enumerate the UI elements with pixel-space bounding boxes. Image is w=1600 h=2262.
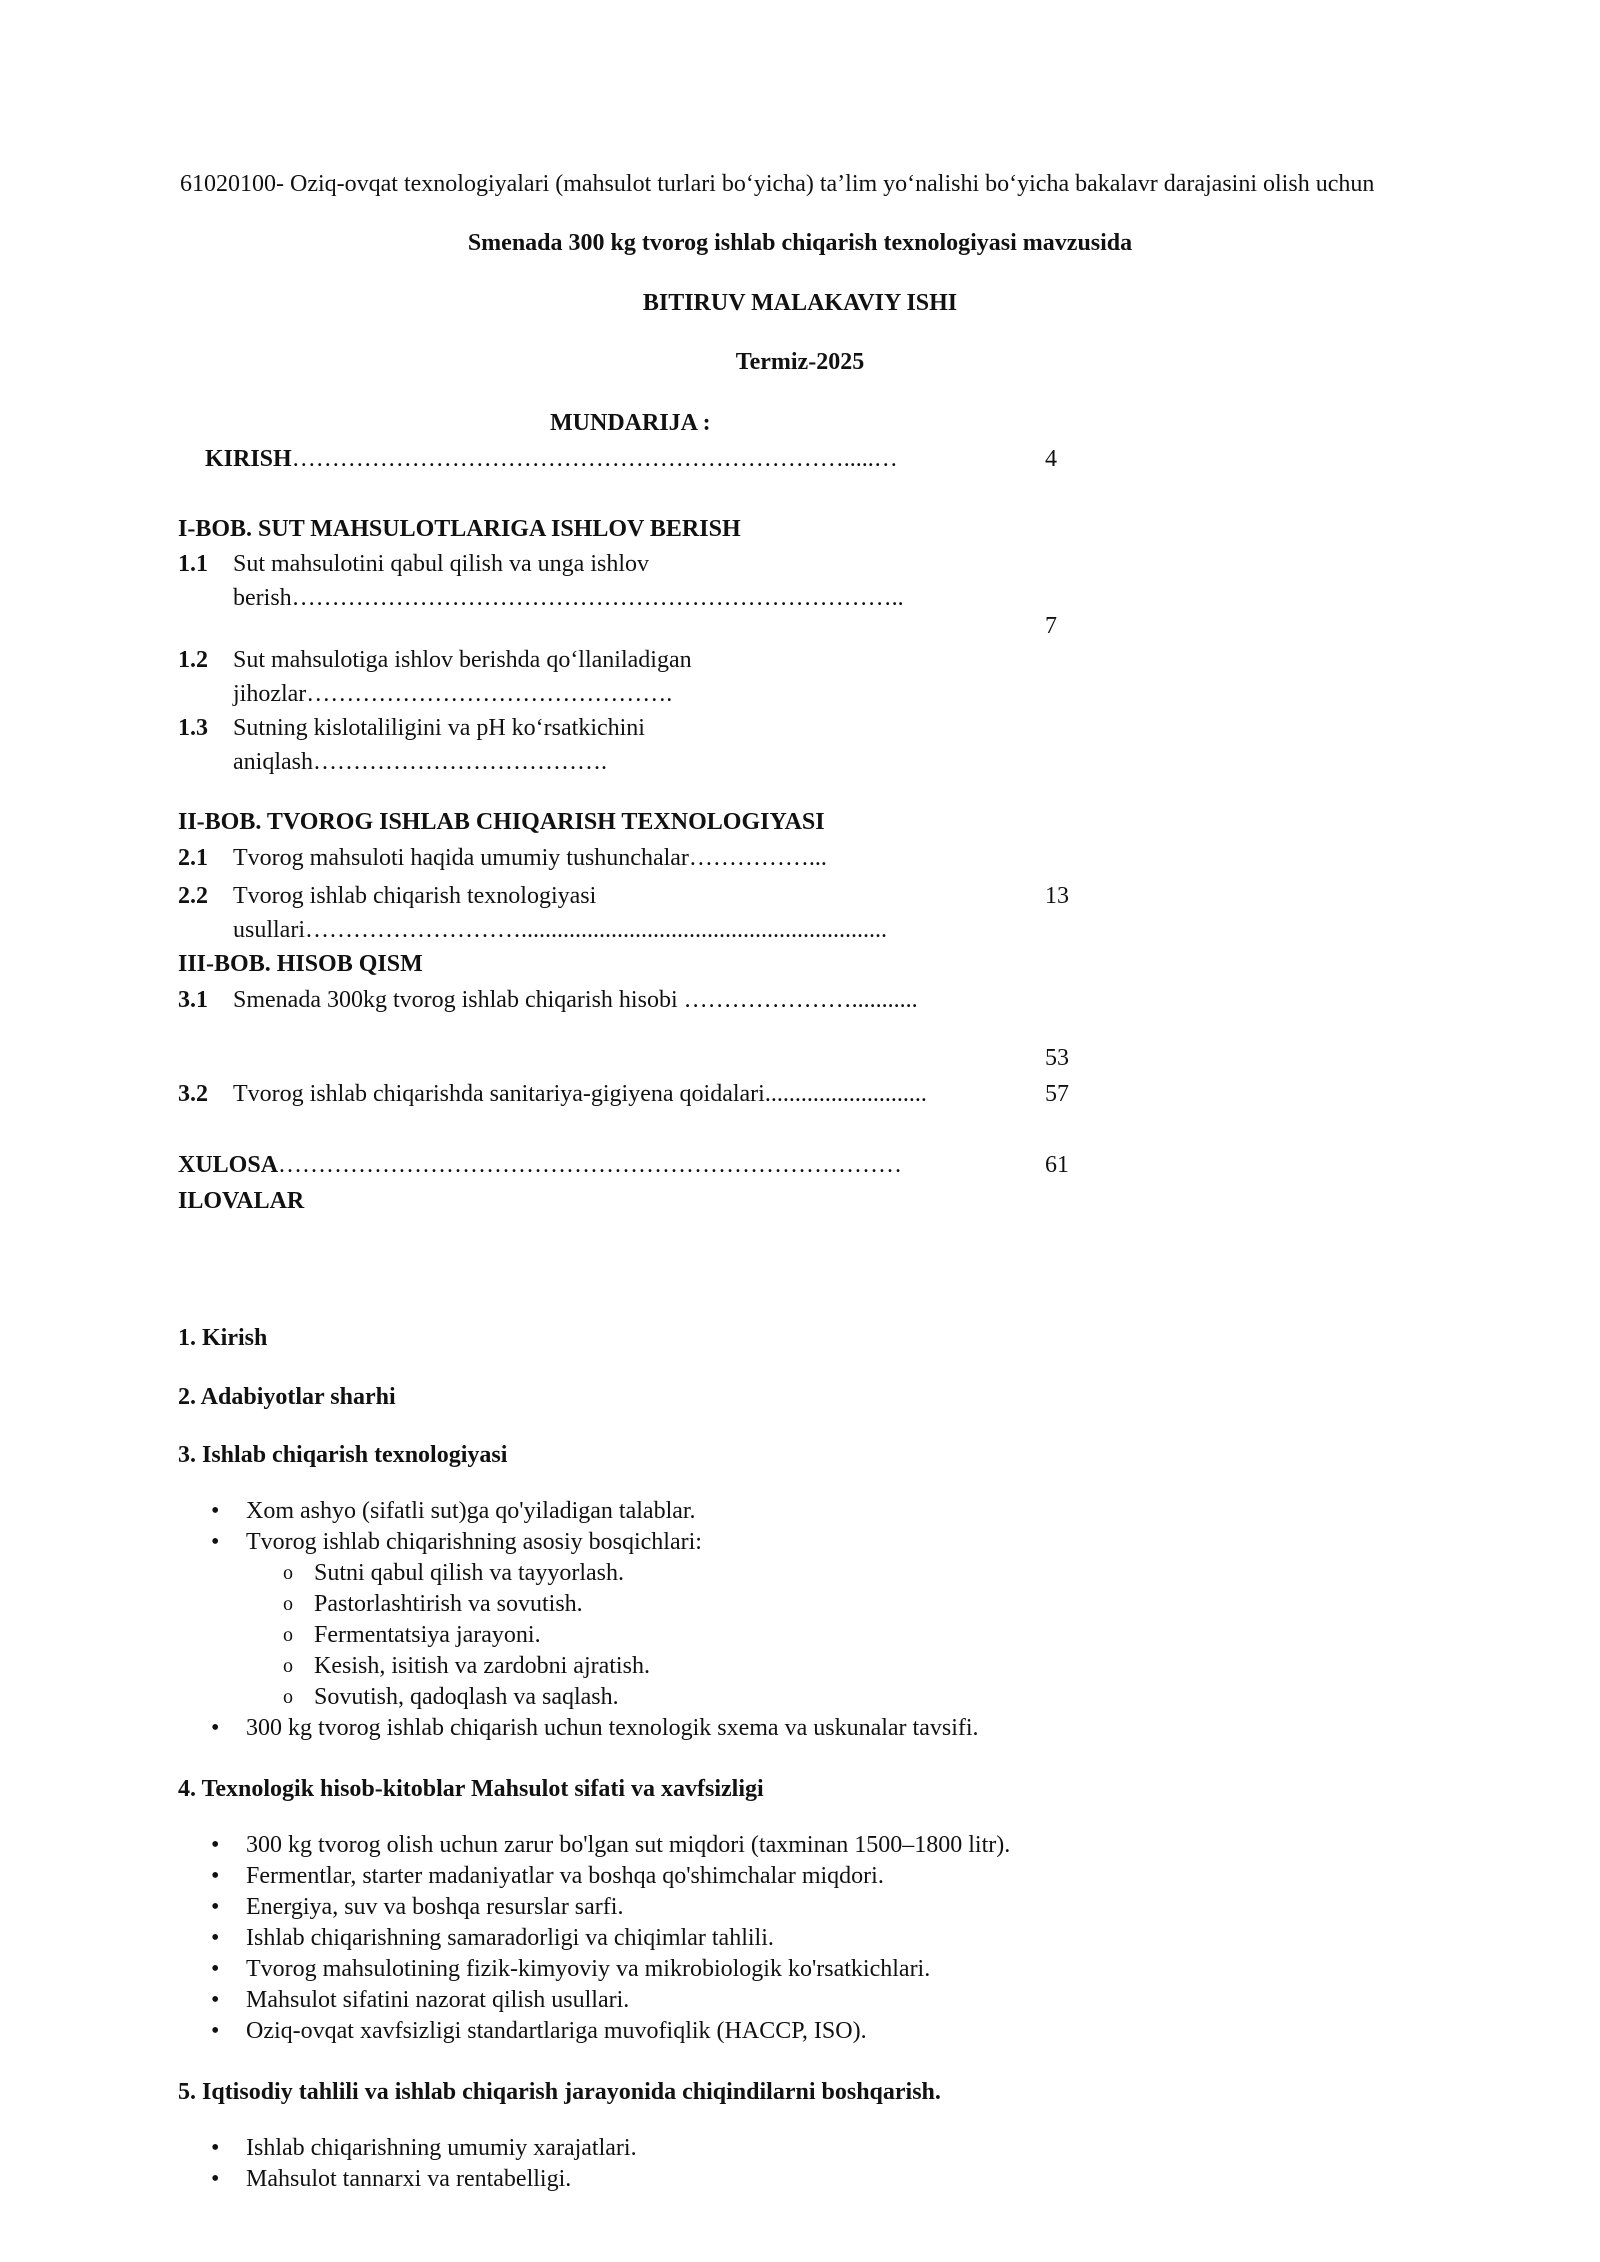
list-item: • Ishlab chiqarishning samaradorligi va chiqimlar tahlili.: [178, 1923, 1010, 1954]
toc-item-num: 3.2: [178, 1081, 208, 1107]
city-year: Termiz-2025: [735, 349, 865, 375]
list-item: • Energiya, suv va boshqa resurslar sarfi.: [178, 1892, 1010, 1923]
thesis-topic: Smenada 300 kg tvorog ishlab chiqarish texnologiyasi mavzusida: [467, 230, 1133, 256]
toc-item-text: Sut mahsulotini qabul qilish va unga ishlov: [233, 551, 649, 577]
toc-chapter-1: I-BOB. SUT MAHSULOTLARIGA ISHLOV BERISH: [178, 516, 741, 542]
sub-list-item: o Fermentatsiya jarayoni.: [178, 1620, 979, 1651]
toc-chapter-3: III-BOB. HISOB QISM: [178, 951, 423, 977]
list-item: • Tvorog mahsulotining fizik-kimyoviy va mikrobiologik ko'rsatkichlari.: [178, 1954, 1010, 1985]
toc-item-num: 1.1: [178, 551, 208, 577]
toc-item-page: 57: [1045, 1081, 1069, 1107]
toc-item-text: Smenada 300kg tvorog ishlab chiqarish hisobi …………………...........: [233, 987, 918, 1013]
list-item: • Oziq-ovqat xavfsizligi standartlariga muvofiqlik (HACCP, ISO).: [178, 2016, 1010, 2047]
section-5-heading: 5. Iqtisodiy tahlili va ishlab chiqarish jarayonida chiqindilarni boshqarish.: [178, 2079, 941, 2105]
sub-list-item: o Sutni qabul qilish va tayyorlash.: [178, 1558, 979, 1589]
toc-item-num: 1.2: [178, 647, 208, 673]
section-2-heading: 2. Adabiyotlar sharhi: [178, 1384, 396, 1410]
toc-kirish-label: KIRISH: [205, 446, 292, 472]
toc-kirish-page: 4: [1045, 446, 1057, 472]
toc-item-text: berish…………………………………………………………………..: [233, 585, 904, 611]
toc-title: MUNDARIJA :: [550, 410, 711, 436]
toc-item-text: aniqlash……………………………….: [233, 749, 607, 775]
toc-xulosa-page: 61: [1045, 1152, 1069, 1178]
toc-item-text: Sutning kislotaliligini va pH ko‘rsatkichini: [233, 715, 645, 741]
toc-item-num: 2.1: [178, 845, 208, 871]
toc-xulosa: [178, 1151, 902, 1180]
toc-kirish-dots: …………………………………………………………….....…: [291, 446, 898, 472]
toc-xulosa-label: XULOSA: [178, 1152, 279, 1178]
section-4-heading: 4. Texnologik hisob-kitoblar Mahsulot sifati va xavfsizligi: [178, 1776, 764, 1802]
list-item: • Mahsulot tannarxi va rentabelligi.: [178, 2164, 637, 2195]
toc-chapter-2: II-BOB. TVOROG ISHLAB CHIQARISH TEXNOLOGIYASI: [178, 809, 825, 835]
list-item: • Tvorog ishlab chiqarishning asosiy bosqichlari:: [178, 1527, 979, 1558]
section-3-list: [178, 1496, 979, 1744]
toc-chapter-1-page: 7: [1045, 613, 1057, 639]
toc-item-text: Tvorog ishlab chiqarish texnologiyasi: [233, 883, 597, 909]
list-item: • 300 kg tvorog olish uchun zarur bo'lgan sut miqdori (taxminan 1500–1800 litr).: [178, 1830, 1010, 1861]
toc-chapter-2-page: 13: [1045, 883, 1069, 909]
toc-item-num: 3.1: [178, 987, 208, 1013]
list-item: • Xom ashyo (sifatli sut)ga qo'yiladigan talablar.: [178, 1496, 979, 1527]
sub-list-item: o Kesish, isitish va zardobni ajratish.: [178, 1651, 979, 1682]
list-item: • Ishlab chiqarishning umumiy xarajatlari.: [178, 2133, 637, 2164]
thesis-type: BITIRUV MALAKAVIY ISHI: [642, 290, 958, 316]
toc-item-page: 53: [1045, 1045, 1069, 1071]
list-item: • 300 kg tvorog ishlab chiqarish uchun texnologik sxema va uskunalar tavsifi.: [178, 1713, 979, 1744]
toc-xulosa-dots: ……………………………………………………………………: [278, 1152, 903, 1178]
section-4-list: [178, 1830, 1010, 2047]
toc-item-text: Tvorog ishlab chiqarishda sanitariya-gigiyena qoidalari...........................: [233, 1081, 927, 1107]
section-5-list: [178, 2133, 637, 2195]
toc-item-text: usullari……………………….............................................................: [233, 917, 887, 943]
toc-item-text: Sut mahsulotiga ishlov berishda qo‘llaniladigan: [233, 647, 692, 673]
sub-list-item: o Pastorlashtirish va sovutish.: [178, 1589, 979, 1620]
toc-item-num: 1.3: [178, 715, 208, 741]
toc-item-text: Tvorog mahsuloti haqida umumiy tushunchalar……………...: [233, 845, 827, 871]
sub-list-item: o Sovutish, qadoqlash va saqlash.: [178, 1682, 979, 1713]
toc-item-text: jihozlar……………………………………….: [233, 681, 673, 707]
program-line: 61020100- Oziq-ovqat texnologiyalari (mahsulot turlari bo‘yicha) ta’lim yo‘nalishi bo‘yicha bakalavr darajasini olish uchun: [180, 171, 1375, 197]
section-1-heading: 1. Kirish: [178, 1325, 268, 1351]
toc-ilovalar: ILOVALAR: [178, 1188, 305, 1214]
section-3-heading: 3. Ishlab chiqarish texnologiyasi: [178, 1442, 508, 1468]
list-item: • Fermentlar, starter madaniyatlar va boshqa qo'shimchalar miqdori.: [178, 1861, 1010, 1892]
list-item: • Mahsulot sifatini nazorat qilish usullari.: [178, 1985, 1010, 2016]
toc-item-num: 2.2: [178, 883, 208, 909]
toc-kirish: [205, 445, 898, 474]
